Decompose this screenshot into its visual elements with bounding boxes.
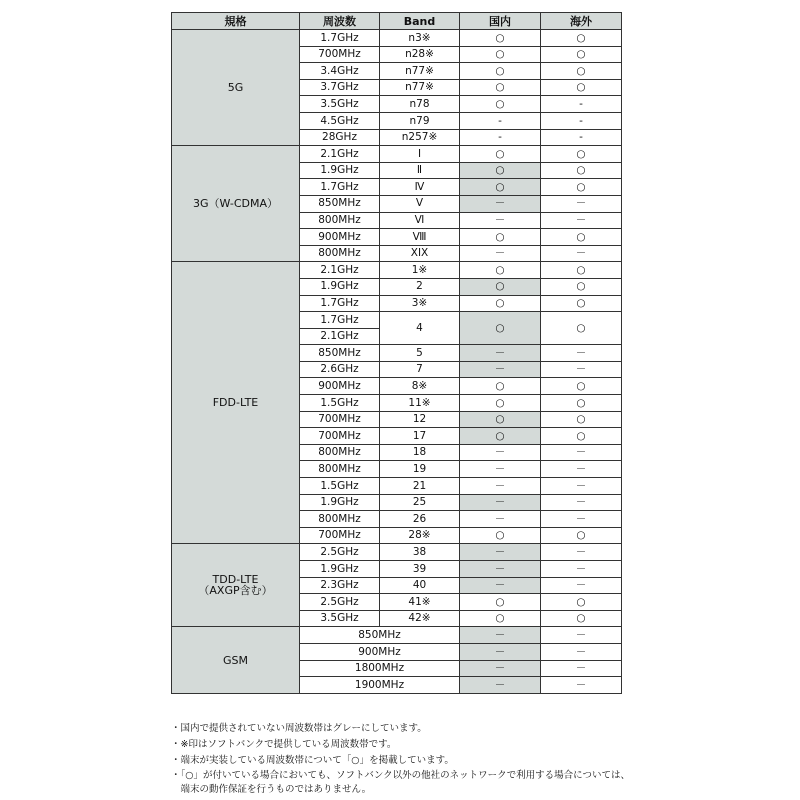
frequency-cell: 850MHz [300, 195, 380, 212]
table-row [172, 262, 622, 279]
band-cell: Ⅷ [380, 229, 460, 246]
overseas-cell: ○ [541, 46, 622, 63]
frequency-cell: 1800MHz [300, 660, 460, 677]
table-row [172, 30, 622, 47]
footnote: 端末の動作保証を行うものではありません。 [171, 784, 372, 796]
band-cell: 7 [380, 361, 460, 378]
domestic-cell: ○ [460, 278, 541, 295]
domestic-cell: － [460, 461, 541, 478]
frequency-cell: 28GHz [300, 129, 380, 146]
overseas-cell: - [541, 96, 622, 113]
frequency-cell: 800MHz [300, 461, 380, 478]
overseas-cell: － [541, 212, 622, 229]
domestic-cell: ○ [460, 46, 541, 63]
frequency-cell: 900MHz [300, 378, 380, 395]
overseas-cell: ○ [541, 428, 622, 445]
frequency-cell: 800MHz [300, 444, 380, 461]
frequency-cell: 800MHz [300, 511, 380, 528]
overseas-cell: ○ [541, 395, 622, 412]
overseas-cell: ○ [541, 179, 622, 196]
domestic-cell: - [460, 129, 541, 146]
overseas-cell: ○ [541, 610, 622, 627]
overseas-cell: ○ [541, 527, 622, 544]
domestic-cell: － [460, 195, 541, 212]
overseas-cell: － [541, 577, 622, 594]
band-cell: Ⅳ [380, 179, 460, 196]
band-cell: 21 [380, 478, 460, 495]
standard-name: （AXGP含む） [198, 584, 273, 598]
domestic-cell: ○ [460, 395, 541, 412]
domestic-cell: － [460, 444, 541, 461]
frequency-cell: 3.5GHz [300, 96, 380, 113]
standard-name: FDD-LTE [212, 396, 259, 410]
frequency-cell: 700MHz [300, 46, 380, 63]
domestic-cell: ○ [460, 527, 541, 544]
band-cell: 17 [380, 428, 460, 445]
band-cell: 19 [380, 461, 460, 478]
overseas-cell: － [541, 511, 622, 528]
standard-name: GSM [223, 653, 248, 667]
frequency-cell: 2.1GHz [300, 262, 380, 279]
band-cell: n77※ [380, 79, 460, 96]
overseas-cell: ○ [541, 411, 622, 428]
band-cell: 41※ [380, 594, 460, 611]
overseas-cell: - [541, 112, 622, 129]
domestic-cell: ○ [460, 312, 541, 345]
band-cell: 2 [380, 278, 460, 295]
frequency-band-table [171, 12, 622, 694]
domestic-cell: ○ [460, 378, 541, 395]
overseas-cell: - [541, 129, 622, 146]
band-cell: 42※ [380, 610, 460, 627]
band-cell: n3※ [380, 30, 460, 47]
band-cell: n78 [380, 96, 460, 113]
band-cell: 12 [380, 411, 460, 428]
overseas-cell: ○ [541, 295, 622, 312]
header-domestic: 国内 [460, 13, 541, 30]
domestic-cell: - [460, 112, 541, 129]
band-cell: Ⅰ [380, 146, 460, 163]
band-cell: n257※ [380, 129, 460, 146]
overseas-cell: － [541, 677, 622, 694]
overseas-cell: ○ [541, 79, 622, 96]
band-cell: 18 [380, 444, 460, 461]
domestic-cell: － [460, 212, 541, 229]
domestic-cell: ○ [460, 146, 541, 163]
overseas-cell: － [541, 195, 622, 212]
table-row [172, 544, 622, 561]
band-cell: 1※ [380, 262, 460, 279]
band-cell: Ⅱ [380, 162, 460, 179]
header-overseas: 海外 [541, 13, 622, 30]
frequency-cell: 2.3GHz [300, 577, 380, 594]
frequency-cell: 800MHz [300, 212, 380, 229]
domestic-cell: ○ [460, 96, 541, 113]
frequency-cell: 4.5GHz [300, 112, 380, 129]
overseas-cell: ○ [541, 262, 622, 279]
overseas-cell: － [541, 361, 622, 378]
band-cell: 4 [380, 312, 460, 345]
overseas-cell: ○ [541, 312, 622, 345]
frequency-cell: 2.1GHz [300, 328, 380, 345]
frequency-cell: 2.5GHz [300, 594, 380, 611]
overseas-cell: － [541, 561, 622, 578]
frequency-cell: 1.9GHz [300, 494, 380, 511]
domestic-cell: ○ [460, 79, 541, 96]
frequency-cell: 1.7GHz [300, 30, 380, 47]
standard-cell [172, 30, 300, 146]
band-cell: n77※ [380, 63, 460, 80]
band-cell: 39 [380, 561, 460, 578]
overseas-cell: － [541, 660, 622, 677]
footnotes [171, 722, 731, 799]
overseas-cell: － [541, 494, 622, 511]
domestic-cell: － [460, 561, 541, 578]
frequency-cell: 900MHz [300, 643, 460, 660]
standard-cell [172, 146, 300, 262]
frequency-cell: 2.5GHz [300, 544, 380, 561]
domestic-cell: － [460, 345, 541, 362]
table-row [172, 146, 622, 163]
band-cell: 38 [380, 544, 460, 561]
band-cell: 40 [380, 577, 460, 594]
header-band: Band [380, 13, 460, 30]
domestic-cell: ○ [460, 610, 541, 627]
frequency-cell: 1.5GHz [300, 395, 380, 412]
standard-name: TDD-LTE [212, 573, 259, 587]
overseas-cell: ○ [541, 63, 622, 80]
domestic-cell: ○ [460, 411, 541, 428]
overseas-cell: － [541, 544, 622, 561]
frequency-cell: 700MHz [300, 428, 380, 445]
band-cell: 25 [380, 494, 460, 511]
domestic-cell: － [460, 627, 541, 644]
frequency-cell: 700MHz [300, 527, 380, 544]
frequency-cell: 1.5GHz [300, 478, 380, 495]
domestic-cell: ○ [460, 428, 541, 445]
frequency-cell: 1.9GHz [300, 561, 380, 578]
footnote: ・端末が実装している周波数帯について「○」を掲載しています。 [171, 754, 454, 766]
domestic-cell: － [460, 544, 541, 561]
header-frequency: 周波数 [300, 13, 380, 30]
overseas-cell: － [541, 444, 622, 461]
footnote: ・「○」が付いている場合においても、ソフトバンク以外の他社のネットワークで利用する場合については、 [171, 770, 630, 782]
domestic-cell: ○ [460, 162, 541, 179]
overseas-cell: － [541, 643, 622, 660]
overseas-cell: ○ [541, 229, 622, 246]
band-cell: 26 [380, 511, 460, 528]
standard-name: 5G [227, 81, 244, 95]
overseas-cell: － [541, 461, 622, 478]
frequency-cell: 1.9GHz [300, 162, 380, 179]
standard-cell [172, 544, 300, 627]
band-cell: Ⅵ [380, 212, 460, 229]
frequency-cell: 900MHz [300, 229, 380, 246]
domestic-cell: － [460, 494, 541, 511]
standard-cell [172, 627, 300, 693]
domestic-cell: ○ [460, 63, 541, 80]
frequency-cell: 2.1GHz [300, 146, 380, 163]
overseas-cell: － [541, 478, 622, 495]
standard-cell [172, 262, 300, 544]
header-standard: 規格 [172, 13, 300, 30]
band-cell: n79 [380, 112, 460, 129]
frequency-cell: 1.7GHz [300, 179, 380, 196]
frequency-cell: 1900MHz [300, 677, 460, 694]
domestic-cell: － [460, 361, 541, 378]
frequency-cell: 2.6GHz [300, 361, 380, 378]
band-cell: 3※ [380, 295, 460, 312]
frequency-cell: 850MHz [300, 345, 380, 362]
domestic-cell: ○ [460, 262, 541, 279]
domestic-cell: － [460, 478, 541, 495]
frequency-cell: 3.7GHz [300, 79, 380, 96]
domestic-cell: ○ [460, 594, 541, 611]
frequency-cell: 3.5GHz [300, 610, 380, 627]
domestic-cell: ○ [460, 229, 541, 246]
footnote: ・国内で提供されていない周波数帯はグレーにしています。 [171, 723, 427, 734]
frequency-cell: 700MHz [300, 411, 380, 428]
standard-name: 3G（W-CDMA） [192, 197, 279, 211]
table-row [172, 627, 622, 644]
overseas-cell: － [541, 627, 622, 644]
overseas-cell: ○ [541, 278, 622, 295]
footnote: ・※印はソフトバンクで提供している周波数帯です。 [171, 738, 397, 750]
overseas-cell: － [541, 345, 622, 362]
band-cell: XIX [380, 245, 460, 262]
overseas-cell: ○ [541, 30, 622, 47]
domestic-cell: － [460, 643, 541, 660]
band-cell: n28※ [380, 46, 460, 63]
band-cell: 8※ [380, 378, 460, 395]
domestic-cell: ○ [460, 295, 541, 312]
frequency-cell: 1.7GHz [300, 312, 380, 329]
overseas-cell: ○ [541, 146, 622, 163]
overseas-cell: ○ [541, 162, 622, 179]
domestic-cell: ○ [460, 30, 541, 47]
band-cell: Ⅴ [380, 195, 460, 212]
overseas-cell: ○ [541, 378, 622, 395]
frequency-cell: 3.4GHz [300, 63, 380, 80]
domestic-cell: － [460, 577, 541, 594]
table-header-row [172, 13, 622, 30]
band-cell: 28※ [380, 527, 460, 544]
frequency-cell: 1.7GHz [300, 295, 380, 312]
domestic-cell: － [460, 660, 541, 677]
domestic-cell: － [460, 511, 541, 528]
domestic-cell: － [460, 245, 541, 262]
domestic-cell: － [460, 677, 541, 694]
frequency-cell: 800MHz [300, 245, 380, 262]
band-cell: 5 [380, 345, 460, 362]
frequency-cell: 1.9GHz [300, 278, 380, 295]
domestic-cell: ○ [460, 179, 541, 196]
frequency-cell: 850MHz [300, 627, 460, 644]
overseas-cell: ○ [541, 594, 622, 611]
band-cell: 11※ [380, 395, 460, 412]
overseas-cell: － [541, 245, 622, 262]
